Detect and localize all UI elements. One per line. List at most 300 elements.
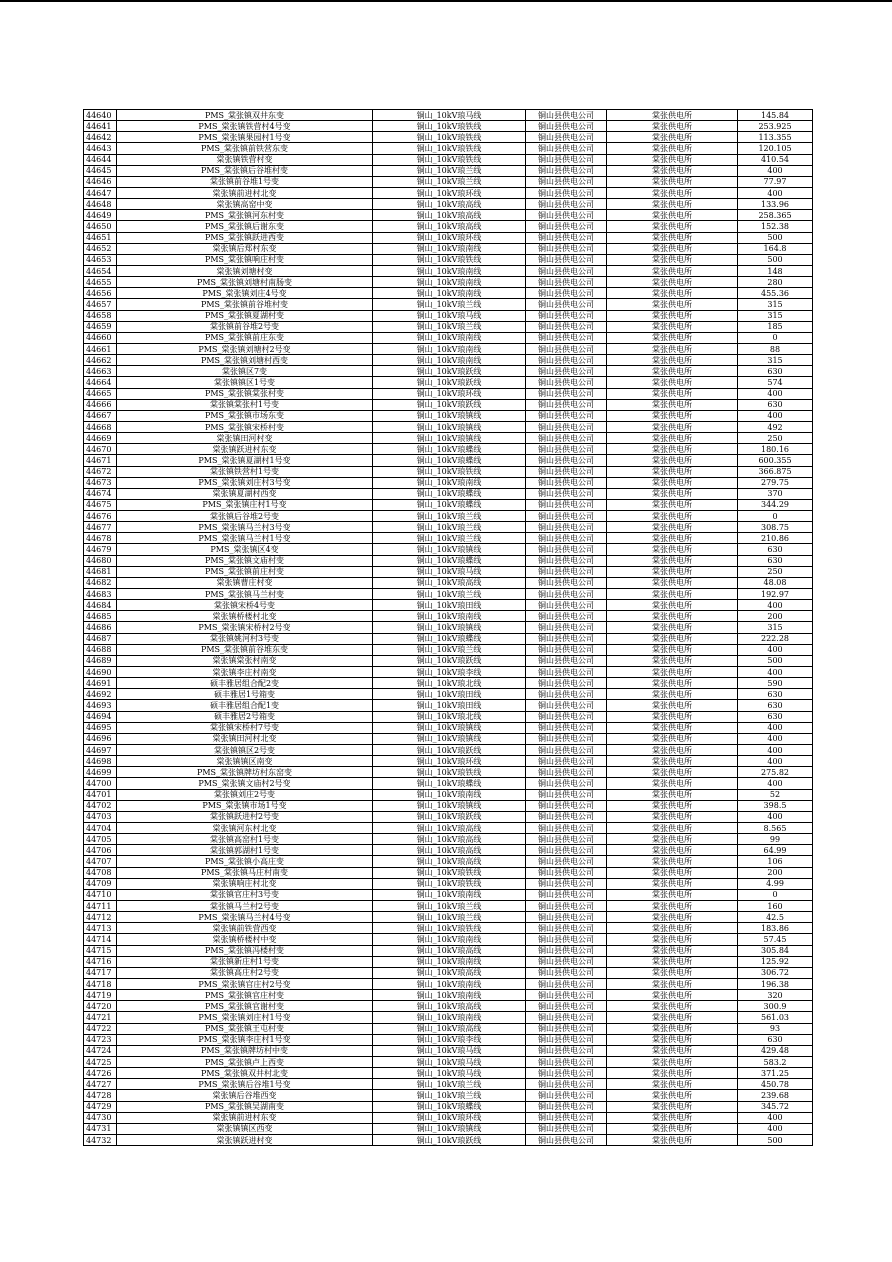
substation-name-cell: PMS_棠张镇双井村北变 xyxy=(117,1068,373,1079)
substation-name-cell: 棠张镇夏湖村西变 xyxy=(117,488,373,499)
company-cell: 铜山县供电公司 xyxy=(526,566,607,577)
table-row xyxy=(84,1090,813,1101)
company-cell: 铜山县供电公司 xyxy=(526,1101,607,1112)
table-row xyxy=(84,522,813,533)
station-cell: 棠张供电所 xyxy=(607,176,738,187)
row-id-cell: 44681 xyxy=(84,566,117,577)
capacity-cell: 88 xyxy=(738,343,813,354)
capacity-cell: 145.84 xyxy=(738,110,813,121)
station-cell: 棠张供电所 xyxy=(607,165,738,176)
substation-name-cell: 棠张镇河东村北变 xyxy=(117,823,373,834)
substation-name-cell: 棠张镇镇区1号变 xyxy=(117,377,373,388)
table-row xyxy=(84,187,813,198)
row-id-cell: 44693 xyxy=(84,700,117,711)
row-id-cell: 44694 xyxy=(84,711,117,722)
capacity-cell: 400 xyxy=(738,722,813,733)
table-row xyxy=(84,343,813,354)
line-name-cell: 铜山_10kV琅蝶线 xyxy=(373,499,526,510)
company-cell: 铜山县供电公司 xyxy=(526,522,607,533)
company-cell: 铜山县供电公司 xyxy=(526,700,607,711)
row-id-cell: 44718 xyxy=(84,978,117,989)
company-cell: 铜山县供电公司 xyxy=(526,310,607,321)
capacity-cell: 315 xyxy=(738,622,813,633)
row-id-cell: 44643 xyxy=(84,143,117,154)
station-cell: 棠张供电所 xyxy=(607,967,738,978)
line-name-cell: 铜山_10kV琅铁线 xyxy=(373,923,526,934)
line-name-cell: 铜山_10kV琅北线 xyxy=(373,711,526,722)
company-cell: 铜山县供电公司 xyxy=(526,789,607,800)
company-cell: 铜山县供电公司 xyxy=(526,332,607,343)
capacity-cell: 400 xyxy=(738,733,813,744)
line-name-cell: 铜山_10kV琅跃线 xyxy=(373,377,526,388)
table-row xyxy=(84,745,813,756)
company-cell: 铜山县供电公司 xyxy=(526,466,607,477)
station-cell: 棠张供电所 xyxy=(607,232,738,243)
company-cell: 铜山县供电公司 xyxy=(526,533,607,544)
substation-name-cell: 棠张镇宋桥村7号变 xyxy=(117,722,373,733)
substation-name-cell: PMS_棠张镇文庙村2号变 xyxy=(117,778,373,789)
substation-name-cell: 硕丰雅居1号箱变 xyxy=(117,689,373,700)
station-cell: 棠张供电所 xyxy=(607,600,738,611)
line-name-cell: 铜山_10kV琅环线 xyxy=(373,1112,526,1123)
station-cell: 棠张供电所 xyxy=(607,488,738,499)
capacity-cell: 400 xyxy=(738,187,813,198)
line-name-cell: 铜山_10kV琅蝶线 xyxy=(373,488,526,499)
company-cell: 铜山县供电公司 xyxy=(526,655,607,666)
row-id-cell: 44713 xyxy=(84,923,117,934)
company-cell: 铜山县供电公司 xyxy=(526,923,607,934)
line-name-cell: 铜山_10kV琅南线 xyxy=(373,355,526,366)
row-id-cell: 44721 xyxy=(84,1012,117,1023)
table-row xyxy=(84,633,813,644)
table-row xyxy=(84,722,813,733)
company-cell: 铜山县供电公司 xyxy=(526,577,607,588)
company-cell: 铜山县供电公司 xyxy=(526,678,607,689)
substation-name-cell: PMS_棠张镇前庄村变 xyxy=(117,566,373,577)
table-row xyxy=(84,1134,813,1145)
station-cell: 棠张供电所 xyxy=(607,1001,738,1012)
substation-name-cell: 棠张镇田河村变 xyxy=(117,433,373,444)
capacity-cell: 500 xyxy=(738,232,813,243)
station-cell: 棠张供电所 xyxy=(607,221,738,232)
station-cell: 棠张供电所 xyxy=(607,689,738,700)
substation-name-cell: 棠张镇铁营村变 xyxy=(117,154,373,165)
table-row xyxy=(84,811,813,822)
table-row xyxy=(84,611,813,622)
substation-name-cell: PMS_棠张镇宋桥村2号变 xyxy=(117,622,373,633)
station-cell: 棠张供电所 xyxy=(607,499,738,510)
line-name-cell: 铜山_10kV琅蝶线 xyxy=(373,455,526,466)
table-row xyxy=(84,823,813,834)
row-id-cell: 44641 xyxy=(84,121,117,132)
table-row xyxy=(84,667,813,678)
station-cell: 棠张供电所 xyxy=(607,956,738,967)
row-id-cell: 44710 xyxy=(84,889,117,900)
company-cell: 铜山县供电公司 xyxy=(526,455,607,466)
line-name-cell: 铜山_10kV琅镇线 xyxy=(373,433,526,444)
company-cell: 铜山县供电公司 xyxy=(526,1134,607,1145)
row-id-cell: 44697 xyxy=(84,745,117,756)
station-cell: 棠张供电所 xyxy=(607,210,738,221)
capacity-cell: 315 xyxy=(738,355,813,366)
line-name-cell: 铜山_10kV琅铁线 xyxy=(373,254,526,265)
company-cell: 铜山县供电公司 xyxy=(526,845,607,856)
capacity-cell: 93 xyxy=(738,1023,813,1034)
substation-name-cell: 棠张镇后郑村东变 xyxy=(117,243,373,254)
line-name-cell: 铜山_10kV琅蝶线 xyxy=(373,633,526,644)
capacity-cell: 630 xyxy=(738,399,813,410)
table-row xyxy=(84,1012,813,1023)
substation-name-cell: PMS_棠张镇刘庄4号变 xyxy=(117,288,373,299)
line-name-cell: 铜山_10kV琅南线 xyxy=(373,343,526,354)
station-cell: 棠张供电所 xyxy=(607,1079,738,1090)
station-cell: 棠张供电所 xyxy=(607,310,738,321)
substation-table xyxy=(83,109,813,1146)
line-name-cell: 铜山_10kV琅铁线 xyxy=(373,867,526,878)
substation-name-cell: PMS_棠张镇刘塘村西变 xyxy=(117,355,373,366)
company-cell: 铜山县供电公司 xyxy=(526,912,607,923)
substation-name-cell: PMS_棠张镇李庄村1号变 xyxy=(117,1034,373,1045)
table-row xyxy=(84,132,813,143)
capacity-cell: 52 xyxy=(738,789,813,800)
line-name-cell: 铜山_10kV琅南线 xyxy=(373,789,526,800)
station-cell: 棠张供电所 xyxy=(607,923,738,934)
substation-name-cell: PMS_棠张镇刘塘村南肠变 xyxy=(117,277,373,288)
capacity-cell: 99 xyxy=(738,834,813,845)
table-body xyxy=(84,110,813,1146)
table-row xyxy=(84,421,813,432)
row-id-cell: 44665 xyxy=(84,388,117,399)
substation-name-cell: PMS_棠张镇前谷堆东变 xyxy=(117,644,373,655)
station-cell: 棠张供电所 xyxy=(607,1012,738,1023)
table-row xyxy=(84,499,813,510)
line-name-cell: 铜山_10kV琅高线 xyxy=(373,845,526,856)
row-id-cell: 44716 xyxy=(84,956,117,967)
table-row xyxy=(84,1068,813,1079)
line-name-cell: 铜山_10kV琅南线 xyxy=(373,277,526,288)
substation-name-cell: PMS_棠张镇宋桥村变 xyxy=(117,421,373,432)
row-id-cell: 44654 xyxy=(84,265,117,276)
station-cell: 棠张供电所 xyxy=(607,254,738,265)
row-id-cell: 44686 xyxy=(84,622,117,633)
station-cell: 棠张供电所 xyxy=(607,1134,738,1145)
line-name-cell: 铜山_10kV琅环线 xyxy=(373,388,526,399)
station-cell: 棠张供电所 xyxy=(607,678,738,689)
capacity-cell: 133.96 xyxy=(738,199,813,210)
company-cell: 铜山县供电公司 xyxy=(526,867,607,878)
company-cell: 铜山县供电公司 xyxy=(526,990,607,1001)
station-cell: 棠张供电所 xyxy=(607,110,738,121)
row-id-cell: 44650 xyxy=(84,221,117,232)
line-name-cell: 铜山_10kV琅环线 xyxy=(373,187,526,198)
station-cell: 棠张供电所 xyxy=(607,900,738,911)
table-row xyxy=(84,756,813,767)
substation-name-cell: PMS_棠张镇吴湖南变 xyxy=(117,1101,373,1112)
company-cell: 铜山县供电公司 xyxy=(526,1112,607,1123)
substation-name-cell: PMS_棠张镇刘庄村1号变 xyxy=(117,1012,373,1023)
table-row xyxy=(84,110,813,121)
company-cell: 铜山县供电公司 xyxy=(526,388,607,399)
table-row xyxy=(84,165,813,176)
row-id-cell: 44715 xyxy=(84,945,117,956)
company-cell: 铜山县供电公司 xyxy=(526,889,607,900)
station-cell: 棠张供电所 xyxy=(607,733,738,744)
table-row xyxy=(84,867,813,878)
line-name-cell: 铜山_10kV琅兰线 xyxy=(373,321,526,332)
substation-name-cell: PMS_棠张镇前铁营东变 xyxy=(117,143,373,154)
company-cell: 铜山县供电公司 xyxy=(526,722,607,733)
line-name-cell: 铜山_10kV琅南线 xyxy=(373,477,526,488)
table-row xyxy=(84,254,813,265)
row-id-cell: 44655 xyxy=(84,277,117,288)
station-cell: 棠张供电所 xyxy=(607,466,738,477)
station-cell: 棠张供电所 xyxy=(607,789,738,800)
substation-name-cell: PMS_棠张镇庄村1号变 xyxy=(117,499,373,510)
table-row xyxy=(84,655,813,666)
substation-name-cell: 棠张镇官庄村3号变 xyxy=(117,889,373,900)
substation-name-cell: 棠张镇后谷堆西变 xyxy=(117,1090,373,1101)
capacity-cell: 77.97 xyxy=(738,176,813,187)
capacity-cell: 400 xyxy=(738,644,813,655)
station-cell: 棠张供电所 xyxy=(607,154,738,165)
company-cell: 铜山县供电公司 xyxy=(526,811,607,822)
capacity-cell: 400 xyxy=(738,388,813,399)
line-name-cell: 铜山_10kV琅镇线 xyxy=(373,622,526,633)
table-row xyxy=(84,990,813,1001)
line-name-cell: 铜山_10kV琅南线 xyxy=(373,956,526,967)
substation-name-cell: PMS_棠张镇后谷堆1号变 xyxy=(117,1079,373,1090)
company-cell: 铜山县供电公司 xyxy=(526,767,607,778)
substation-name-cell: 棠张镇马兰村2号变 xyxy=(117,900,373,911)
company-cell: 铜山县供电公司 xyxy=(526,667,607,678)
company-cell: 铜山县供电公司 xyxy=(526,1012,607,1023)
table-row xyxy=(84,277,813,288)
line-name-cell: 铜山_10kV琅兰线 xyxy=(373,1079,526,1090)
table-row xyxy=(84,644,813,655)
substation-name-cell: PMS_棠张镇双井东变 xyxy=(117,110,373,121)
substation-name-cell: 棠张镇区7变 xyxy=(117,366,373,377)
row-id-cell: 44695 xyxy=(84,722,117,733)
table-row xyxy=(84,199,813,210)
table-row xyxy=(84,878,813,889)
capacity-cell: 160 xyxy=(738,900,813,911)
substation-name-cell: PMS_棠张镇卢上西变 xyxy=(117,1056,373,1067)
table-row xyxy=(84,678,813,689)
capacity-cell: 180.16 xyxy=(738,444,813,455)
row-id-cell: 44640 xyxy=(84,110,117,121)
row-id-cell: 44698 xyxy=(84,756,117,767)
line-name-cell: 铜山_10kV琅兰线 xyxy=(373,533,526,544)
company-cell: 铜山县供电公司 xyxy=(526,143,607,154)
row-id-cell: 44687 xyxy=(84,633,117,644)
row-id-cell: 44664 xyxy=(84,377,117,388)
table-row xyxy=(84,967,813,978)
row-id-cell: 44653 xyxy=(84,254,117,265)
company-cell: 铜山县供电公司 xyxy=(526,745,607,756)
substation-name-cell: PMS_棠张镇刘庄村3号变 xyxy=(117,477,373,488)
station-cell: 棠张供电所 xyxy=(607,978,738,989)
line-name-cell: 铜山_10kV琅高线 xyxy=(373,945,526,956)
table-row xyxy=(84,900,813,911)
station-cell: 棠张供电所 xyxy=(607,589,738,600)
station-cell: 棠张供电所 xyxy=(607,889,738,900)
line-name-cell: 铜山_10kV琅环线 xyxy=(373,756,526,767)
station-cell: 棠张供电所 xyxy=(607,845,738,856)
capacity-cell: 64.99 xyxy=(738,845,813,856)
table-row xyxy=(84,923,813,934)
capacity-cell: 305.84 xyxy=(738,945,813,956)
company-cell: 铜山县供电公司 xyxy=(526,589,607,600)
row-id-cell: 44699 xyxy=(84,767,117,778)
capacity-cell: 57.45 xyxy=(738,934,813,945)
capacity-cell: 400 xyxy=(738,600,813,611)
capacity-cell: 630 xyxy=(738,711,813,722)
capacity-cell: 500 xyxy=(738,655,813,666)
substation-name-cell: 棠张镇高庄村2号变 xyxy=(117,967,373,978)
station-cell: 棠张供电所 xyxy=(607,1068,738,1079)
station-cell: 棠张供电所 xyxy=(607,1056,738,1067)
row-id-cell: 44688 xyxy=(84,644,117,655)
substation-name-cell: PMS_棠张镇王屯村变 xyxy=(117,1023,373,1034)
table-row xyxy=(84,544,813,555)
station-cell: 棠张供电所 xyxy=(607,522,738,533)
company-cell: 铜山县供电公司 xyxy=(526,1034,607,1045)
company-cell: 铜山县供电公司 xyxy=(526,1045,607,1056)
company-cell: 铜山县供电公司 xyxy=(526,600,607,611)
station-cell: 棠张供电所 xyxy=(607,655,738,666)
substation-name-cell: PMS_棠张镇响庄村变 xyxy=(117,254,373,265)
line-name-cell: 铜山_10kV琅南线 xyxy=(373,978,526,989)
table-row xyxy=(84,444,813,455)
station-cell: 棠张供电所 xyxy=(607,878,738,889)
row-id-cell: 44696 xyxy=(84,733,117,744)
station-cell: 棠张供电所 xyxy=(607,867,738,878)
substation-name-cell: 棠张镇响庄村北变 xyxy=(117,878,373,889)
substation-name-cell: PMS_棠张镇牌坊村东窑变 xyxy=(117,767,373,778)
substation-name-cell: PMS_棠张镇后谢东变 xyxy=(117,221,373,232)
company-cell: 铜山县供电公司 xyxy=(526,221,607,232)
capacity-cell: 590 xyxy=(738,678,813,689)
company-cell: 铜山县供电公司 xyxy=(526,277,607,288)
company-cell: 铜山县供电公司 xyxy=(526,265,607,276)
station-cell: 棠张供电所 xyxy=(607,711,738,722)
capacity-cell: 630 xyxy=(738,689,813,700)
line-name-cell: 铜山_10kV琅镇线 xyxy=(373,410,526,421)
row-id-cell: 44651 xyxy=(84,232,117,243)
row-id-cell: 44646 xyxy=(84,176,117,187)
table-row xyxy=(84,889,813,900)
capacity-cell: 200 xyxy=(738,867,813,878)
table-row xyxy=(84,511,813,522)
line-name-cell: 铜山_10kV琅兰线 xyxy=(373,1090,526,1101)
substation-name-cell: PMS_棠张镇文庙村变 xyxy=(117,555,373,566)
line-name-cell: 铜山_10kV琅田线 xyxy=(373,600,526,611)
company-cell: 铜山县供电公司 xyxy=(526,800,607,811)
line-name-cell: 铜山_10kV琅镇线 xyxy=(373,1123,526,1134)
table-row xyxy=(84,399,813,410)
station-cell: 棠张供电所 xyxy=(607,421,738,432)
station-cell: 棠张供电所 xyxy=(607,533,738,544)
capacity-cell: 398.5 xyxy=(738,800,813,811)
station-cell: 棠张供电所 xyxy=(607,277,738,288)
row-id-cell: 44671 xyxy=(84,455,117,466)
substation-name-cell: PMS_棠张镇前谷堆村变 xyxy=(117,299,373,310)
row-id-cell: 44680 xyxy=(84,555,117,566)
page-top-border xyxy=(0,0,892,2)
company-cell: 铜山县供电公司 xyxy=(526,1090,607,1101)
row-id-cell: 44652 xyxy=(84,243,117,254)
table-row xyxy=(84,466,813,477)
row-id-cell: 44732 xyxy=(84,1134,117,1145)
capacity-cell: 120.105 xyxy=(738,143,813,154)
capacity-cell: 164.8 xyxy=(738,243,813,254)
table-row xyxy=(84,121,813,132)
station-cell: 棠张供电所 xyxy=(607,544,738,555)
table-row xyxy=(84,221,813,232)
line-name-cell: 铜山_10kV琅高线 xyxy=(373,1001,526,1012)
row-id-cell: 44709 xyxy=(84,878,117,889)
company-cell: 铜山县供电公司 xyxy=(526,733,607,744)
row-id-cell: 44683 xyxy=(84,589,117,600)
station-cell: 棠张供电所 xyxy=(607,132,738,143)
capacity-cell: 315 xyxy=(738,299,813,310)
company-cell: 铜山县供电公司 xyxy=(526,254,607,265)
capacity-cell: 450.78 xyxy=(738,1079,813,1090)
row-id-cell: 44712 xyxy=(84,912,117,923)
company-cell: 铜山县供电公司 xyxy=(526,377,607,388)
capacity-cell: 280 xyxy=(738,277,813,288)
capacity-cell: 48.08 xyxy=(738,577,813,588)
substation-name-cell: PMS_棠张镇牌坊村中变 xyxy=(117,1045,373,1056)
row-id-cell: 44700 xyxy=(84,778,117,789)
company-cell: 铜山县供电公司 xyxy=(526,433,607,444)
line-name-cell: 铜山_10kV琅镇线 xyxy=(373,800,526,811)
line-name-cell: 铜山_10kV琅兰线 xyxy=(373,522,526,533)
substation-name-cell: 棠张镇桥楼村北变 xyxy=(117,611,373,622)
substation-name-cell: 棠张镇前进村北变 xyxy=(117,187,373,198)
substation-name-cell: PMS_棠张镇官谢村变 xyxy=(117,1001,373,1012)
station-cell: 棠张供电所 xyxy=(607,722,738,733)
row-id-cell: 44706 xyxy=(84,845,117,856)
row-id-cell: 44729 xyxy=(84,1101,117,1112)
company-cell: 铜山县供电公司 xyxy=(526,711,607,722)
substation-name-cell: 硕丰雅居2号箱变 xyxy=(117,711,373,722)
row-id-cell: 44656 xyxy=(84,288,117,299)
capacity-cell: 345.72 xyxy=(738,1101,813,1112)
company-cell: 铜山县供电公司 xyxy=(526,187,607,198)
table-row xyxy=(84,366,813,377)
line-name-cell: 铜山_10kV琅跃线 xyxy=(373,366,526,377)
line-name-cell: 铜山_10kV琅镇线 xyxy=(373,722,526,733)
substation-name-cell: PMS_棠张镇前庄东变 xyxy=(117,332,373,343)
table-row xyxy=(84,232,813,243)
substation-name-cell: 棠张镇前谷堆1号变 xyxy=(117,176,373,187)
table-row xyxy=(84,355,813,366)
capacity-cell: 222.28 xyxy=(738,633,813,644)
table-row xyxy=(84,789,813,800)
capacity-cell: 125.92 xyxy=(738,956,813,967)
capacity-cell: 185 xyxy=(738,321,813,332)
station-cell: 棠张供电所 xyxy=(607,756,738,767)
row-id-cell: 44660 xyxy=(84,332,117,343)
line-name-cell: 铜山_10kV琅高线 xyxy=(373,210,526,221)
line-name-cell: 铜山_10kV琅环线 xyxy=(373,232,526,243)
capacity-cell: 371.25 xyxy=(738,1068,813,1079)
capacity-cell: 400 xyxy=(738,165,813,176)
company-cell: 铜山县供电公司 xyxy=(526,689,607,700)
station-cell: 棠张供电所 xyxy=(607,343,738,354)
station-cell: 棠张供电所 xyxy=(607,990,738,1001)
